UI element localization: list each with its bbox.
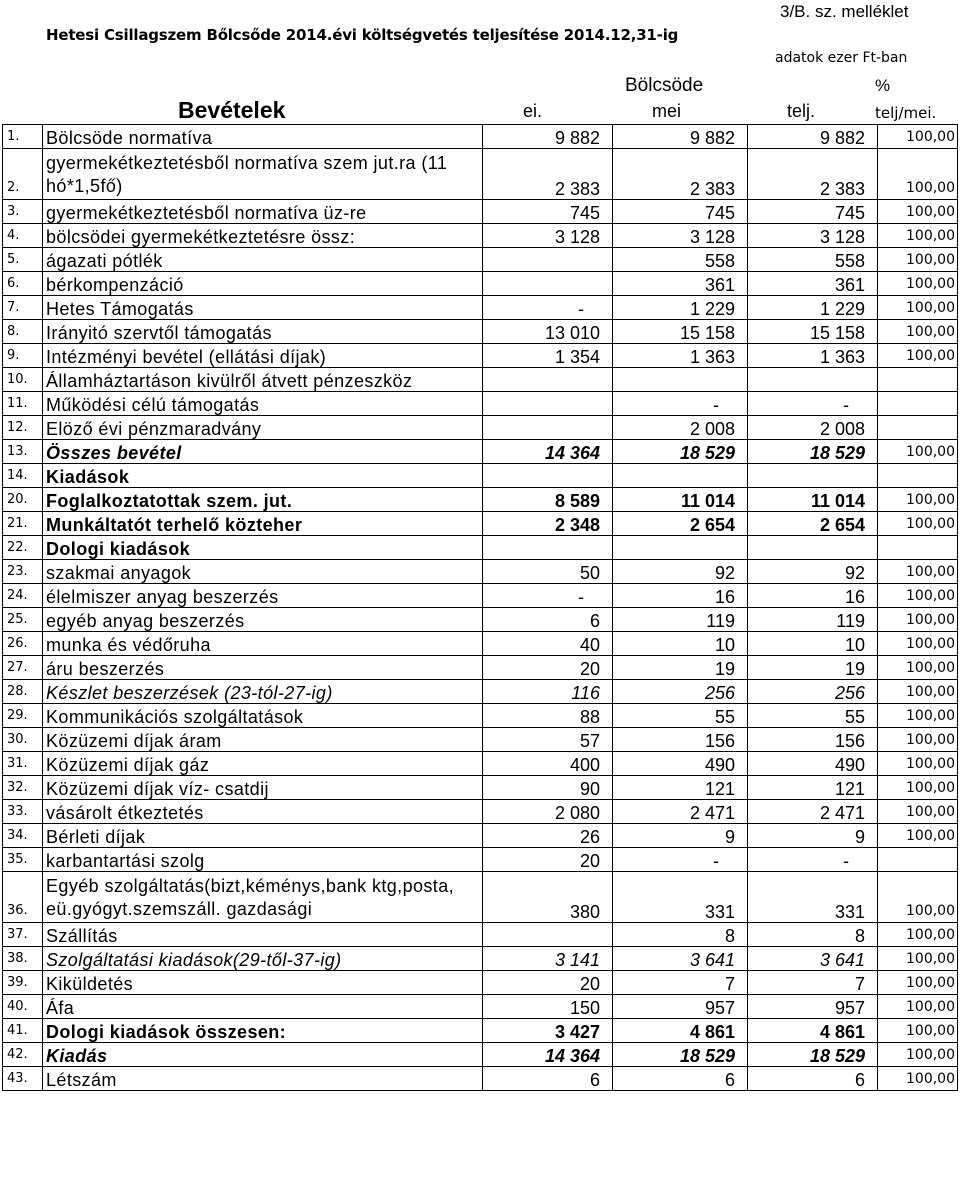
- row-label: Intézményi bevétel (ellátási díjak): [43, 344, 483, 368]
- row-number: 1.: [3, 125, 43, 149]
- value-ei: 1 354: [483, 344, 613, 368]
- value-telj: [748, 536, 878, 560]
- value-mei: 121: [613, 776, 748, 800]
- value-ei: 9 882: [483, 125, 613, 149]
- row-label: karbantartási szolg: [43, 848, 483, 872]
- value-ei: 400: [483, 752, 613, 776]
- value-ei: 3 427: [483, 1019, 613, 1043]
- value-telj: 9 882: [748, 125, 878, 149]
- row-number: 42.: [3, 1043, 43, 1067]
- row-label: Közüzemi díjak víz- csatdij: [43, 776, 483, 800]
- row-number: 39.: [3, 971, 43, 995]
- table-row: [3, 752, 958, 776]
- row-label: szakmai anyagok: [43, 560, 483, 584]
- value-mei: 92: [613, 560, 748, 584]
- value-telj: [748, 464, 878, 488]
- row-label: ágazati pótlék: [43, 248, 483, 272]
- budget-table: [2, 124, 958, 1091]
- value-mei: [613, 536, 748, 560]
- value-ei: 3 128: [483, 224, 613, 248]
- value-ei: 88: [483, 704, 613, 728]
- value-telj: 16: [748, 584, 878, 608]
- row-label: áru beszerzés: [43, 656, 483, 680]
- table-row: [3, 848, 958, 872]
- table-row: [3, 872, 958, 923]
- value-telj: 119: [748, 608, 878, 632]
- row-number: 27.: [3, 656, 43, 680]
- value-percent: 100,00: [878, 296, 958, 320]
- table-row: [3, 488, 958, 512]
- value-telj: 1 229: [748, 296, 878, 320]
- row-number: 38.: [3, 947, 43, 971]
- value-telj: 2 471: [748, 800, 878, 824]
- value-ei: 90: [483, 776, 613, 800]
- value-ei: 57: [483, 728, 613, 752]
- row-label: Áfa: [43, 995, 483, 1019]
- row-number: 23.: [3, 560, 43, 584]
- value-ei: [483, 536, 613, 560]
- value-mei: 3 641: [613, 947, 748, 971]
- row-label: Kiküldetés: [43, 971, 483, 995]
- table-row: [3, 344, 958, 368]
- value-percent: 100,00: [878, 632, 958, 656]
- unit-label: adatok ezer Ft-ban: [775, 50, 908, 66]
- row-label: gyermekétkeztetésből normatíva üz-re: [43, 200, 483, 224]
- table-row: [3, 440, 958, 464]
- row-number: 40.: [3, 995, 43, 1019]
- row-label: Munkáltatót terhelő közteher: [43, 512, 483, 536]
- value-percent: 100,00: [878, 584, 958, 608]
- column-header-telj-mei: telj/mei.: [875, 104, 937, 122]
- value-percent: 100,00: [878, 728, 958, 752]
- value-mei: 6: [613, 1067, 748, 1091]
- value-percent: 100,00: [878, 248, 958, 272]
- section-label: Bevételek: [178, 97, 286, 123]
- value-mei: 119: [613, 608, 748, 632]
- row-label: Bölcsöde normatíva: [43, 125, 483, 149]
- value-telj: 156: [748, 728, 878, 752]
- document-title: Hetesi Csillagszem Bőlcsőde 2014.évi költségvetés teljesítése 2014.12,31-ig: [46, 26, 679, 44]
- value-ei: 20: [483, 971, 613, 995]
- row-label: Államháztartáson kivülről átvett pénzeszköz: [43, 368, 483, 392]
- value-mei: 15 158: [613, 320, 748, 344]
- row-number: 21.: [3, 512, 43, 536]
- value-ei: 3 141: [483, 947, 613, 971]
- table-row: [3, 368, 958, 392]
- value-mei: 256: [613, 680, 748, 704]
- value-percent: 100,00: [878, 872, 958, 923]
- table-row: [3, 995, 958, 1019]
- value-ei: 50: [483, 560, 613, 584]
- row-number: 24.: [3, 584, 43, 608]
- value-mei: 19: [613, 656, 748, 680]
- row-number: 29.: [3, 704, 43, 728]
- row-number: 7.: [3, 296, 43, 320]
- value-percent: 100,00: [878, 947, 958, 971]
- value-telj: 558: [748, 248, 878, 272]
- value-mei: 18 529: [613, 1043, 748, 1067]
- row-number: 20.: [3, 488, 43, 512]
- value-ei: 150: [483, 995, 613, 1019]
- value-telj: 256: [748, 680, 878, 704]
- value-mei: 490: [613, 752, 748, 776]
- value-telj: 92: [748, 560, 878, 584]
- row-label: Foglalkoztatottak szem. jut.: [43, 488, 483, 512]
- row-number: 13.: [3, 440, 43, 464]
- table-row: [3, 224, 958, 248]
- value-percent: 100,00: [878, 149, 958, 200]
- table-row: [3, 536, 958, 560]
- value-ei: [483, 272, 613, 296]
- table-row: [3, 923, 958, 947]
- value-percent: 100,00: [878, 200, 958, 224]
- value-mei: -: [613, 392, 748, 416]
- value-ei: 6: [483, 1067, 613, 1091]
- value-ei: 2 383: [483, 149, 613, 200]
- value-mei: 9: [613, 824, 748, 848]
- row-number: 25.: [3, 608, 43, 632]
- value-telj: 18 529: [748, 1043, 878, 1067]
- value-percent: [878, 368, 958, 392]
- value-ei: -: [483, 296, 613, 320]
- value-telj: 121: [748, 776, 878, 800]
- row-label: Elöző évi pénzmaradvány: [43, 416, 483, 440]
- column-header-telj: telj.: [787, 101, 816, 121]
- row-number: 3.: [3, 200, 43, 224]
- value-percent: 100,00: [878, 224, 958, 248]
- row-label: Hetes Támogatás: [43, 296, 483, 320]
- table-row: [3, 971, 958, 995]
- row-number: 35.: [3, 848, 43, 872]
- value-telj: 4 861: [748, 1019, 878, 1043]
- value-telj: 331: [748, 872, 878, 923]
- value-mei: 745: [613, 200, 748, 224]
- value-percent: 100,00: [878, 1019, 958, 1043]
- table-row: [3, 824, 958, 848]
- value-percent: 100,00: [878, 1043, 958, 1067]
- value-telj: 1 363: [748, 344, 878, 368]
- table-row: [3, 512, 958, 536]
- value-ei: [483, 416, 613, 440]
- value-percent: 100,00: [878, 488, 958, 512]
- value-telj: 3 641: [748, 947, 878, 971]
- row-label: munka és védőruha: [43, 632, 483, 656]
- value-ei: -: [483, 584, 613, 608]
- row-label: élelmiszer anyag beszerzés: [43, 584, 483, 608]
- value-mei: 1 363: [613, 344, 748, 368]
- row-number: 30.: [3, 728, 43, 752]
- table-row: [3, 296, 958, 320]
- row-number: 5.: [3, 248, 43, 272]
- value-mei: 2 654: [613, 512, 748, 536]
- value-telj: 957: [748, 995, 878, 1019]
- value-telj: 2 008: [748, 416, 878, 440]
- value-mei: 55: [613, 704, 748, 728]
- table-row: [3, 125, 958, 149]
- value-ei: 2 080: [483, 800, 613, 824]
- row-label: egyéb anyag beszerzés: [43, 608, 483, 632]
- value-percent: [878, 464, 958, 488]
- row-label: Dologi kiadások: [43, 536, 483, 560]
- row-label: Készlet beszerzések (23-tól-27-ig): [43, 680, 483, 704]
- table-row: [3, 248, 958, 272]
- table-row: [3, 584, 958, 608]
- value-ei: 6: [483, 608, 613, 632]
- value-mei: [613, 464, 748, 488]
- value-ei: 20: [483, 848, 613, 872]
- row-label: Dologi kiadások összesen:: [43, 1019, 483, 1043]
- table-row: [3, 1067, 958, 1091]
- row-number: 6.: [3, 272, 43, 296]
- value-mei: 2 008: [613, 416, 748, 440]
- row-number: 9.: [3, 344, 43, 368]
- row-number: 36.: [3, 872, 43, 923]
- value-percent: 100,00: [878, 344, 958, 368]
- row-label: Egyéb szolgáltatás(bizt,kéménys,bank ktg,posta, eü.gyógyt.szemszáll. gazdasági: [43, 872, 483, 923]
- value-telj: 55: [748, 704, 878, 728]
- value-mei: 1 229: [613, 296, 748, 320]
- value-mei: [613, 368, 748, 392]
- value-mei: 2 471: [613, 800, 748, 824]
- value-percent: 100,00: [878, 776, 958, 800]
- value-mei: 957: [613, 995, 748, 1019]
- value-telj: 8: [748, 923, 878, 947]
- value-percent: 100,00: [878, 1067, 958, 1091]
- table-row: [3, 776, 958, 800]
- value-telj: 2 383: [748, 149, 878, 200]
- row-label: Szállítás: [43, 923, 483, 947]
- value-mei: 10: [613, 632, 748, 656]
- value-mei: 361: [613, 272, 748, 296]
- value-ei: 20: [483, 656, 613, 680]
- row-label: Kommunikációs szolgáltatások: [43, 704, 483, 728]
- row-number: 10.: [3, 368, 43, 392]
- value-telj: -: [748, 848, 878, 872]
- column-header-mei: mei: [652, 101, 682, 121]
- row-label: Közüzemi díjak gáz: [43, 752, 483, 776]
- value-telj: 7: [748, 971, 878, 995]
- table-row: [3, 416, 958, 440]
- value-mei: 3 128: [613, 224, 748, 248]
- value-percent: 100,00: [878, 995, 958, 1019]
- row-number: 2.: [3, 149, 43, 200]
- value-ei: 380: [483, 872, 613, 923]
- row-number: 26.: [3, 632, 43, 656]
- value-percent: [878, 392, 958, 416]
- row-number: 8.: [3, 320, 43, 344]
- value-mei: 558: [613, 248, 748, 272]
- value-mei: 11 014: [613, 488, 748, 512]
- group-label: Bölcsöde: [625, 75, 704, 96]
- value-telj: 10: [748, 632, 878, 656]
- row-number: 31.: [3, 752, 43, 776]
- value-mei: 4 861: [613, 1019, 748, 1043]
- row-label: bérkompenzáció: [43, 272, 483, 296]
- value-ei: 14 364: [483, 1043, 613, 1067]
- row-number: 33.: [3, 800, 43, 824]
- table-row: [3, 464, 958, 488]
- value-ei: [483, 368, 613, 392]
- row-number: 32.: [3, 776, 43, 800]
- value-percent: 100,00: [878, 272, 958, 296]
- value-percent: 100,00: [878, 440, 958, 464]
- row-label: gyermekétkeztetésből normatíva szem jut.ra (11 hó*1,5fő): [43, 149, 483, 200]
- value-mei: 156: [613, 728, 748, 752]
- table-row: [3, 320, 958, 344]
- table-row: [3, 1019, 958, 1043]
- table-row: [3, 656, 958, 680]
- value-ei: [483, 923, 613, 947]
- row-label: Bérleti díjak: [43, 824, 483, 848]
- value-ei: 8 589: [483, 488, 613, 512]
- row-number: 12.: [3, 416, 43, 440]
- table-row: [3, 947, 958, 971]
- value-percent: 100,00: [878, 971, 958, 995]
- row-number: 41.: [3, 1019, 43, 1043]
- value-percent: 100,00: [878, 656, 958, 680]
- value-ei: 14 364: [483, 440, 613, 464]
- table-row: [3, 560, 958, 584]
- row-number: 43.: [3, 1067, 43, 1091]
- value-percent: 100,00: [878, 800, 958, 824]
- row-number: 11.: [3, 392, 43, 416]
- annex-label: 3/B. sz. melléklet: [780, 2, 909, 21]
- value-telj: 745: [748, 200, 878, 224]
- value-telj: 19: [748, 656, 878, 680]
- row-label: Kiadás: [43, 1043, 483, 1067]
- value-mei: 18 529: [613, 440, 748, 464]
- row-label: Irányitó szervtől támogatás: [43, 320, 483, 344]
- value-percent: 100,00: [878, 512, 958, 536]
- row-number: 14.: [3, 464, 43, 488]
- row-number: 28.: [3, 680, 43, 704]
- budget-table-body: [3, 125, 958, 1091]
- row-label: vásárolt étkeztetés: [43, 800, 483, 824]
- table-row: [3, 800, 958, 824]
- value-mei: 331: [613, 872, 748, 923]
- value-percent: 100,00: [878, 824, 958, 848]
- row-label: Működési célú támogatás: [43, 392, 483, 416]
- value-telj: 9: [748, 824, 878, 848]
- value-mei: 2 383: [613, 149, 748, 200]
- table-row: [3, 680, 958, 704]
- value-percent: 100,00: [878, 704, 958, 728]
- value-percent: [878, 848, 958, 872]
- value-telj: 6: [748, 1067, 878, 1091]
- percent-label: %: [875, 76, 891, 95]
- table-row: [3, 272, 958, 296]
- value-mei: 8: [613, 923, 748, 947]
- value-ei: 2 348: [483, 512, 613, 536]
- value-percent: 100,00: [878, 680, 958, 704]
- value-telj: 3 128: [748, 224, 878, 248]
- value-telj: 15 158: [748, 320, 878, 344]
- value-ei: 116: [483, 680, 613, 704]
- row-number: 37.: [3, 923, 43, 947]
- value-ei: [483, 464, 613, 488]
- value-ei: 40: [483, 632, 613, 656]
- value-ei: [483, 392, 613, 416]
- value-percent: 100,00: [878, 752, 958, 776]
- table-row: [3, 704, 958, 728]
- row-label: Szolgáltatási kiadások(29-től-37-ig): [43, 947, 483, 971]
- value-percent: 100,00: [878, 320, 958, 344]
- value-telj: -: [748, 392, 878, 416]
- row-label: Kiadások: [43, 464, 483, 488]
- column-header-ei: ei.: [523, 101, 543, 121]
- table-row: [3, 392, 958, 416]
- row-number: 34.: [3, 824, 43, 848]
- value-telj: 2 654: [748, 512, 878, 536]
- table-row: [3, 200, 958, 224]
- value-mei: 9 882: [613, 125, 748, 149]
- value-mei: 16: [613, 584, 748, 608]
- value-ei: 26: [483, 824, 613, 848]
- value-telj: 11 014: [748, 488, 878, 512]
- value-mei: 7: [613, 971, 748, 995]
- value-percent: [878, 416, 958, 440]
- value-percent: 100,00: [878, 125, 958, 149]
- value-telj: 18 529: [748, 440, 878, 464]
- table-row: [3, 632, 958, 656]
- table-row: [3, 149, 958, 200]
- row-number: 22.: [3, 536, 43, 560]
- value-percent: 100,00: [878, 560, 958, 584]
- table-row: [3, 608, 958, 632]
- value-ei: 745: [483, 200, 613, 224]
- row-label: Összes bevétel: [43, 440, 483, 464]
- value-percent: 100,00: [878, 923, 958, 947]
- value-telj: 361: [748, 272, 878, 296]
- table-row: [3, 1043, 958, 1067]
- value-mei: -: [613, 848, 748, 872]
- row-number: 4.: [3, 224, 43, 248]
- value-telj: 490: [748, 752, 878, 776]
- value-ei: 13 010: [483, 320, 613, 344]
- table-row: [3, 728, 958, 752]
- row-label: Létszám: [43, 1067, 483, 1091]
- value-ei: [483, 248, 613, 272]
- value-telj: [748, 368, 878, 392]
- row-label: Közüzemi díjak áram: [43, 728, 483, 752]
- row-label: bölcsödei gyermekétkeztetésre össz:: [43, 224, 483, 248]
- value-percent: 100,00: [878, 608, 958, 632]
- value-percent: [878, 536, 958, 560]
